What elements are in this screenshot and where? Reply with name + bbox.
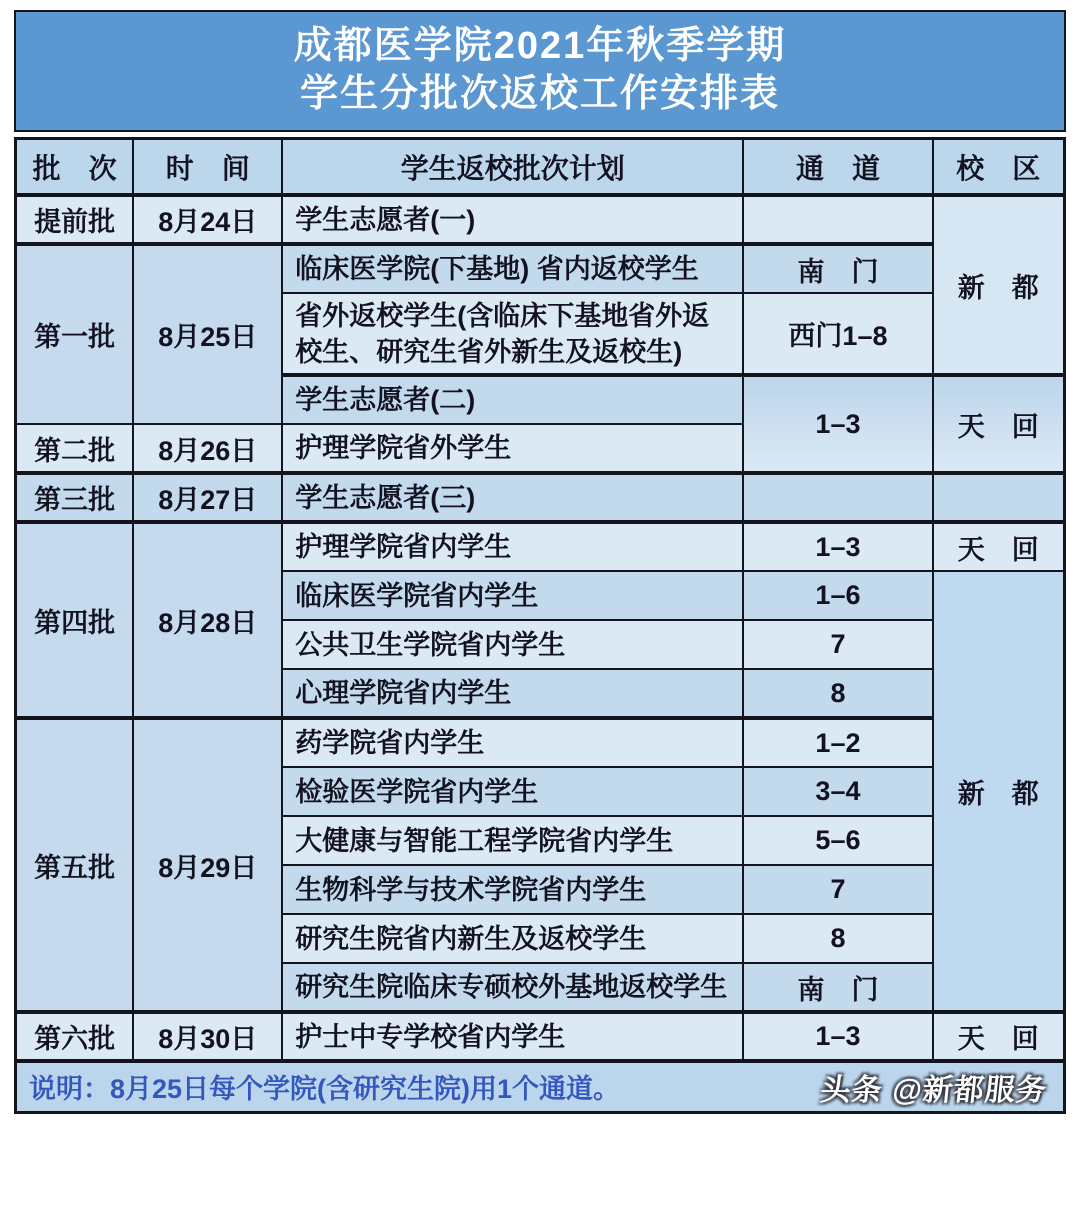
cell-plan: 护士中专学校省内学生 xyxy=(282,1012,743,1061)
cell-plan: 大健康与智能工程学院省内学生 xyxy=(282,816,743,865)
cell-plan: 临床医学院省内学生 xyxy=(282,571,743,620)
col-header-batch: 批 次 xyxy=(16,139,134,196)
cell-campus: 天 回 xyxy=(933,522,1065,571)
cell-batch: 第一批 xyxy=(16,244,134,424)
cell-plan: 药学院省内学生 xyxy=(282,718,743,767)
col-header-channel: 通 道 xyxy=(743,139,932,196)
cell-channel: 1–3 xyxy=(743,522,932,571)
cell-batch: 第四批 xyxy=(16,522,134,718)
page-title-line1: 成都医学院2021年秋季学期 xyxy=(293,25,787,67)
cell-time: 8月29日 xyxy=(133,718,282,1012)
footer-note-cell xyxy=(16,1061,1065,1112)
cell-plan: 护理学院省内学生 xyxy=(282,522,743,571)
cell-channel xyxy=(743,195,932,244)
toutiao-watermark xyxy=(818,1065,1049,1109)
cell-channel: 7 xyxy=(743,620,932,669)
cell-channel: 1–6 xyxy=(743,571,932,620)
schedule-sheet xyxy=(14,10,1066,1114)
cell-campus: 天 回 xyxy=(933,375,1065,473)
cell-channel xyxy=(743,473,932,522)
watermark-handle: @新都服务 xyxy=(890,1073,1049,1107)
table-row xyxy=(16,522,1065,571)
cell-channel: 西门1–8 xyxy=(743,293,932,375)
cell-plan: 研究生院省内新生及返校学生 xyxy=(282,914,743,963)
page-title-line2: 学生分批次返校工作安排表 xyxy=(299,73,780,115)
cell-batch: 第二批 xyxy=(16,424,134,473)
cell-plan: 护理学院省外学生 xyxy=(282,424,743,473)
cell-channel: 1–3 xyxy=(743,375,932,473)
return-schedule-table xyxy=(14,137,1066,1114)
cell-campus: 新 都 xyxy=(933,195,1065,375)
cell-channel: 1–3 xyxy=(743,1012,932,1061)
cell-channel: 8 xyxy=(743,914,932,963)
col-header-time: 时 间 xyxy=(133,139,282,196)
cell-channel: 1–2 xyxy=(743,718,932,767)
footer-note-row xyxy=(16,1061,1065,1112)
cell-plan: 临床医学院(下基地) 省内返校学生 xyxy=(282,244,743,293)
cell-batch: 第六批 xyxy=(16,1012,134,1061)
cell-plan: 省外返校学生(含临床下基地省外返校生、研究生省外新生及返校生) xyxy=(282,293,743,375)
cell-time: 8月27日 xyxy=(133,473,282,522)
cell-campus: 新 都 xyxy=(933,571,1065,1012)
cell-plan: 学生志愿者(一) xyxy=(282,195,743,244)
cell-time: 8月30日 xyxy=(133,1012,282,1061)
table-row xyxy=(16,1012,1065,1061)
cell-plan: 学生志愿者(二) xyxy=(282,375,743,424)
title-bar xyxy=(14,10,1066,132)
cell-time: 8月26日 xyxy=(133,424,282,473)
cell-campus xyxy=(933,473,1065,522)
cell-time: 8月28日 xyxy=(133,522,282,718)
header-row xyxy=(16,139,1065,196)
cell-channel: 7 xyxy=(743,865,932,914)
toutiao-logo: 头条 xyxy=(818,1073,885,1107)
col-header-plan: 学生返校批次计划 xyxy=(282,139,743,196)
cell-channel: 5–6 xyxy=(743,816,932,865)
cell-channel: 南 门 xyxy=(743,244,932,293)
cell-batch: 提前批 xyxy=(16,195,134,244)
cell-time: 8月25日 xyxy=(133,244,282,424)
cell-channel: 8 xyxy=(743,669,932,718)
table-row xyxy=(16,473,1065,522)
cell-plan: 学生志愿者(三) xyxy=(282,473,743,522)
cell-channel: 南 门 xyxy=(743,963,932,1012)
table-row xyxy=(16,195,1065,244)
cell-plan: 心理学院省内学生 xyxy=(282,669,743,718)
cell-channel: 3–4 xyxy=(743,767,932,816)
cell-plan: 检验医学院省内学生 xyxy=(282,767,743,816)
table-row xyxy=(16,718,1065,767)
cell-batch: 第三批 xyxy=(16,473,134,522)
table-row xyxy=(16,244,1065,293)
cell-campus: 天 回 xyxy=(933,1012,1065,1061)
cell-plan: 研究生院临床专硕校外基地返校学生 xyxy=(282,963,743,1012)
cell-batch: 第五批 xyxy=(16,718,134,1012)
col-header-campus: 校 区 xyxy=(933,139,1065,196)
footer-note: 说明：8月25日每个学院(含研究生院)用1个通道。 xyxy=(29,1074,621,1105)
cell-time: 8月24日 xyxy=(133,195,282,244)
cell-plan: 公共卫生学院省内学生 xyxy=(282,620,743,669)
cell-plan: 生物科学与技术学院省内学生 xyxy=(282,865,743,914)
